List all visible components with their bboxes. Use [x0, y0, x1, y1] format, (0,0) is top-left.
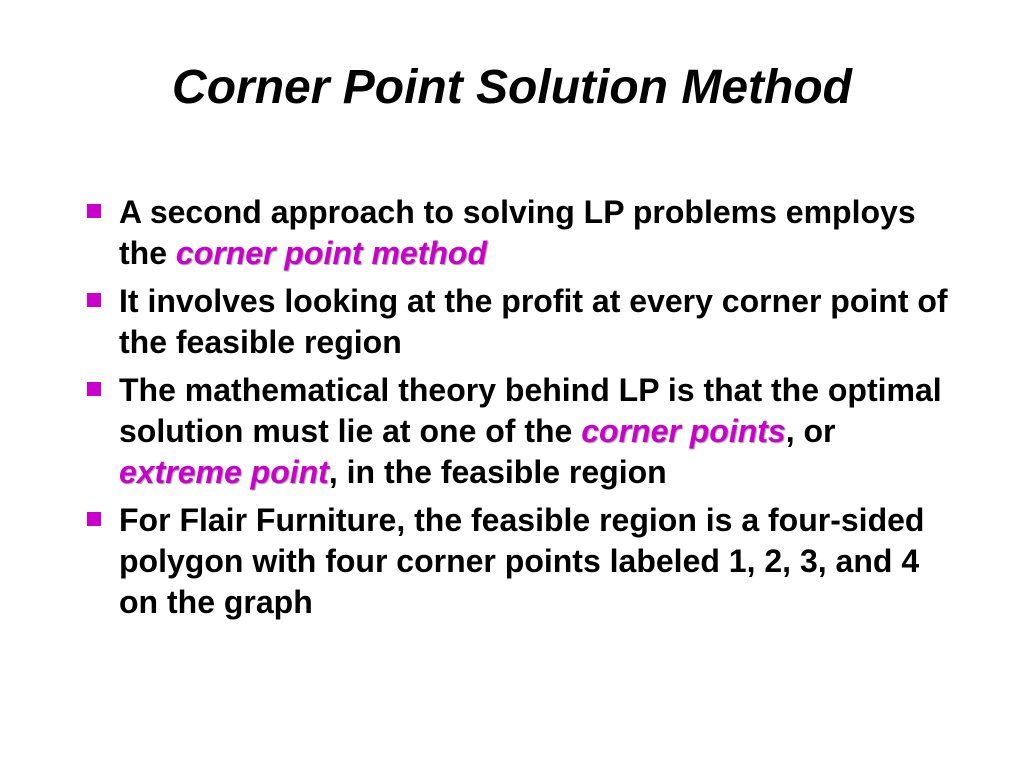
bullet-3-text-after: , in the feasible region — [328, 454, 667, 490]
bullet-item-1 — [85, 192, 965, 274]
bullet-3-text-middle: , or — [785, 413, 836, 449]
corner-points-term: corner points — [581, 413, 786, 449]
corner-point-method-term: corner point method — [175, 235, 487, 271]
square-bullet-icon — [87, 512, 101, 526]
square-bullet-icon — [87, 293, 101, 307]
bullet-2-text: It involves looking at the profit at every corner point of the feasible region — [119, 283, 948, 360]
bullet-item-3 — [85, 370, 965, 493]
square-bullet-icon — [87, 204, 101, 218]
extreme-point-term: extreme point — [119, 454, 329, 490]
bullet-list — [85, 192, 965, 630]
bullet-4-text: For Flair Furniture, the feasible region is a four-sided polygon with four corner points labeled 1, 2, 3, and 4 on the graph — [119, 502, 925, 620]
square-bullet-icon — [87, 382, 101, 396]
bullet-1-text: A second approach to solving LP problems employs the — [119, 194, 916, 271]
slide-title: Corner Point Solution Method — [172, 61, 852, 114]
bullet-3-text-before: The mathematical theory behind LP is that the optimal solution must lie at one of the — [119, 372, 942, 449]
bullet-item-4 — [85, 500, 965, 623]
bullet-item-2 — [85, 281, 965, 363]
